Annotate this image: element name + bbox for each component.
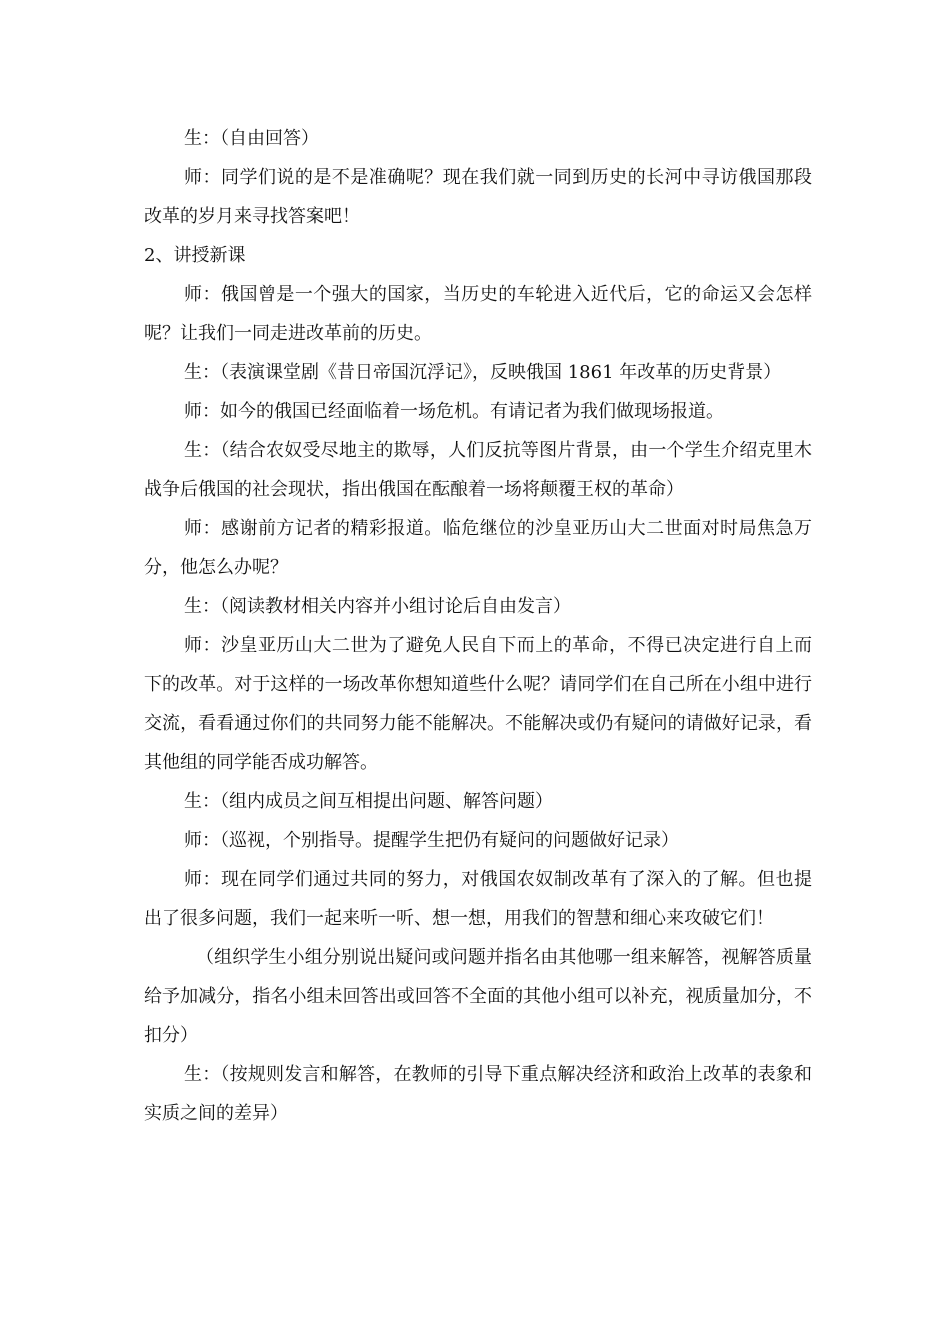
paragraph-teacher-thanks: 师：感谢前方记者的精彩报道。临危继位的沙皇亚历山大二世面对时局焦急万分，他怎么办呢？ — [144, 518, 812, 578]
paragraph-teacher-russia-history: 师：俄国曾是一个强大的国家，当历史的车轮进入近代后，它的命运又会怎样呢？让我们一同走进改革前的历史。 — [144, 284, 812, 344]
paragraph-teacher-intro-question: 师：同学们说的是不是准确呢？现在我们就一同到历史的长河中寻访俄国那段改革的岁月来寻找答案吧！ — [144, 167, 812, 227]
paragraph-student-classroom-play: 生：（表演课堂剧《昔日帝国沉浮记》，反映俄国 1861 年改革的历史背景） — [184, 362, 782, 383]
paragraph-teacher-summary: 师：现在同学们通过共同的努力，对俄国农奴制改革有了深入的了解。但也提出了很多问题，我们一起来听一听、想一想，用我们的智慧和细心来攻破它们！ — [144, 869, 812, 929]
paragraph-teacher-guidance: 师：（巡视，个别指导。提醒学生把仍有疑问的问题做好记录） — [184, 830, 679, 851]
paragraph-student-free-answer: 生：（自由回答） — [184, 128, 319, 149]
paragraph-organize-groups: （组织学生小组分别说出疑问或问题并指名由其他哪一组来解答，视解答质量给予加减分，指名小组未回答出或回答不全面的其他小组可以补充，视质量加分，不扣分） — [144, 947, 812, 1046]
paragraph-student-group-qa: 生：（组内成员之间互相提出问题、解答问题） — [184, 791, 553, 812]
paragraph-student-discussion: 生：（阅读教材相关内容并小组讨论后自由发言） — [184, 596, 571, 617]
paragraph-teacher-reform-questions: 师：沙皇亚历山大二世为了避免人民自下而上的革命，不得已决定进行自上而下的改革。对于这样的一场改革你想知道些什么呢？请同学们在自己所在小组中进行交流，看看通过你们的共同努力能不能解决。不能解决或仍有疑问的请做好记录，看其他组的同学能否成功解答。 — [144, 635, 812, 773]
paragraph-teacher-crisis-report: 师：如今的俄国已经面临着一场危机。有请记者为我们做现场报道。 — [184, 401, 724, 422]
paragraph-student-answers: 生：（按规则发言和解答，在教师的引导下重点解决经济和政治上改革的表象和实质之间的差异） — [144, 1064, 812, 1124]
document-body — [144, 119, 812, 1133]
section-heading-new-lesson: 2、讲授新课 — [144, 245, 246, 266]
paragraph-student-report: 生：（结合农奴受尽地主的欺辱，人们反抗等图片背景，由一个学生介绍克里木战争后俄国的社会现状，指出俄国在酝酿着一场将颠覆王权的革命） — [144, 440, 812, 500]
